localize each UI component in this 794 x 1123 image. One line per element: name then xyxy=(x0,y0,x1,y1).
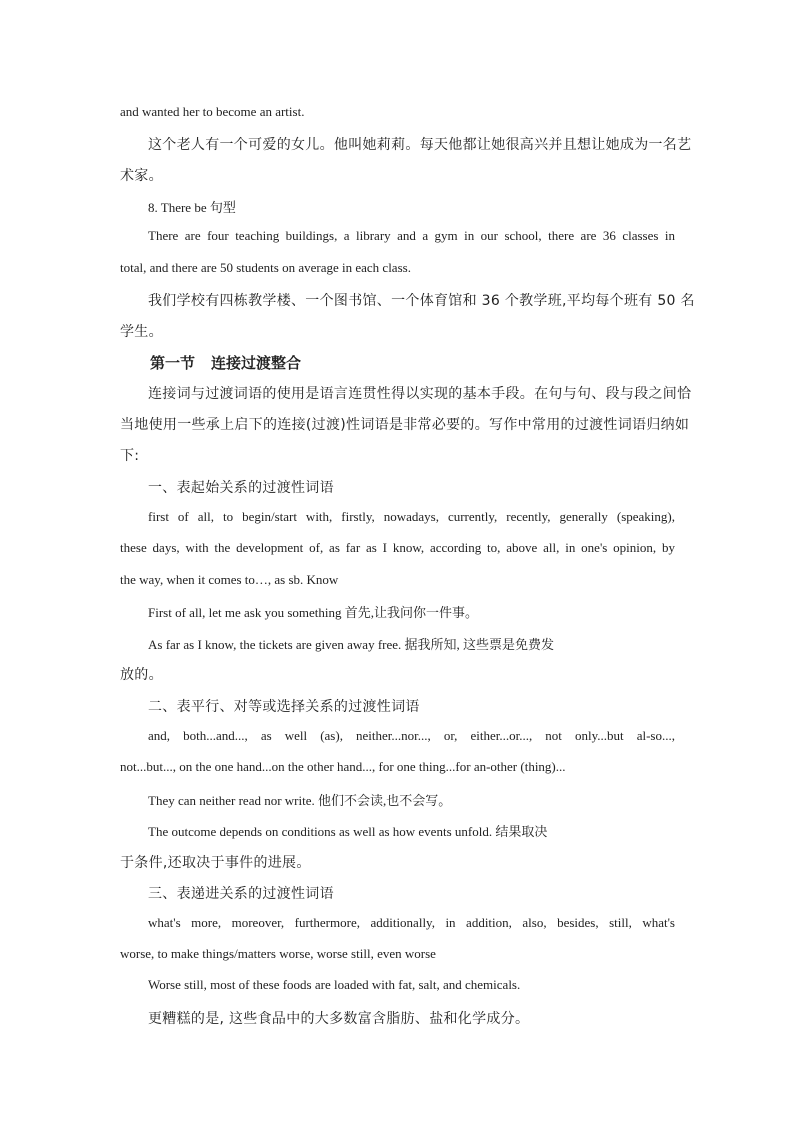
category-heading: 二、表平行、对等或选择关系的过渡性词语 xyxy=(148,699,420,715)
text-line: 于条件,还取决于事件的进展。 xyxy=(120,855,311,871)
text-line: total, and there are 50 students on average in each class. xyxy=(120,260,411,275)
text-line: these days, with the development of, as far as I know, according to, above all, in one's opinion, by xyxy=(120,540,675,555)
text-line: and, both...and..., as well (as), neither...nor..., or, either...or..., not only...but al-so..., xyxy=(148,728,675,743)
text-line: 这个老人有一个可爱的女儿。他叫她莉莉。每天他都让她很高兴并且想让她成为一名艺 xyxy=(148,137,692,153)
text-line: 下: xyxy=(120,448,140,464)
text-line: 更糟糕的是, 这些食品中的大多数富含脂肪、盐和化学成分。 xyxy=(148,1011,530,1027)
text-line: first of all, to begin/start with, firstly, nowadays, currently, recently, generally (speaking), xyxy=(148,509,675,524)
text-line: 当地使用一些承上启下的连接(过渡)性词语是非常必要的。写作中常用的过渡性词语归纳如 xyxy=(120,417,690,433)
example-sentence: Worse still, most of these foods are loaded with fat, salt, and chemicals. xyxy=(148,977,521,992)
text-line: 我们学校有四栋教学楼、一个图书馆、一个体育馆和 36 个教学班,平均每个班有 50 名 xyxy=(148,293,695,309)
text-line: what's more, moreover, furthermore, additionally, in addition, also, besides, still, what's xyxy=(148,915,675,930)
text-line: 连接词与过渡词语的使用是语言连贯性得以实现的基本手段。在句与句、段与段之间恰 xyxy=(148,386,692,402)
example-sentence: First of all, let me ask you something 首先,让我问你一件事。 xyxy=(148,605,479,620)
example-sentence: As far as I know, the tickets are given away free. 据我所知, 这些票是免费发 xyxy=(148,637,555,652)
section-heading xyxy=(150,352,301,373)
text-line: the way, when it comes to…, as sb. Know xyxy=(120,572,339,587)
text-line: and wanted her to become an artist. xyxy=(120,104,305,119)
section-title: 连接过渡整合 xyxy=(211,354,302,372)
text-line: There are four teaching buildings, a library and a gym in our school, there are 36 classes in xyxy=(148,228,675,243)
text-line: 学生。 xyxy=(120,324,163,340)
example-sentence: They can neither read nor write. 他们不会读,也不会写。 xyxy=(148,793,452,808)
text-line: 放的。 xyxy=(120,667,163,683)
text-line: not...but..., on the one hand...on the other hand..., for one thing...for an-other (thing)... xyxy=(120,759,566,774)
subsection-title: 8. There be 句型 xyxy=(148,200,236,215)
section-number: 第一节 xyxy=(150,354,196,372)
text-line: worse, to make things/matters worse, worse still, even worse xyxy=(120,946,436,961)
text-line: 术家。 xyxy=(120,168,163,184)
category-heading: 一、表起始关系的过渡性词语 xyxy=(148,480,334,496)
category-heading: 三、表递进关系的过渡性词语 xyxy=(148,886,334,902)
example-sentence: The outcome depends on conditions as well as how events unfold. 结果取决 xyxy=(148,824,548,839)
